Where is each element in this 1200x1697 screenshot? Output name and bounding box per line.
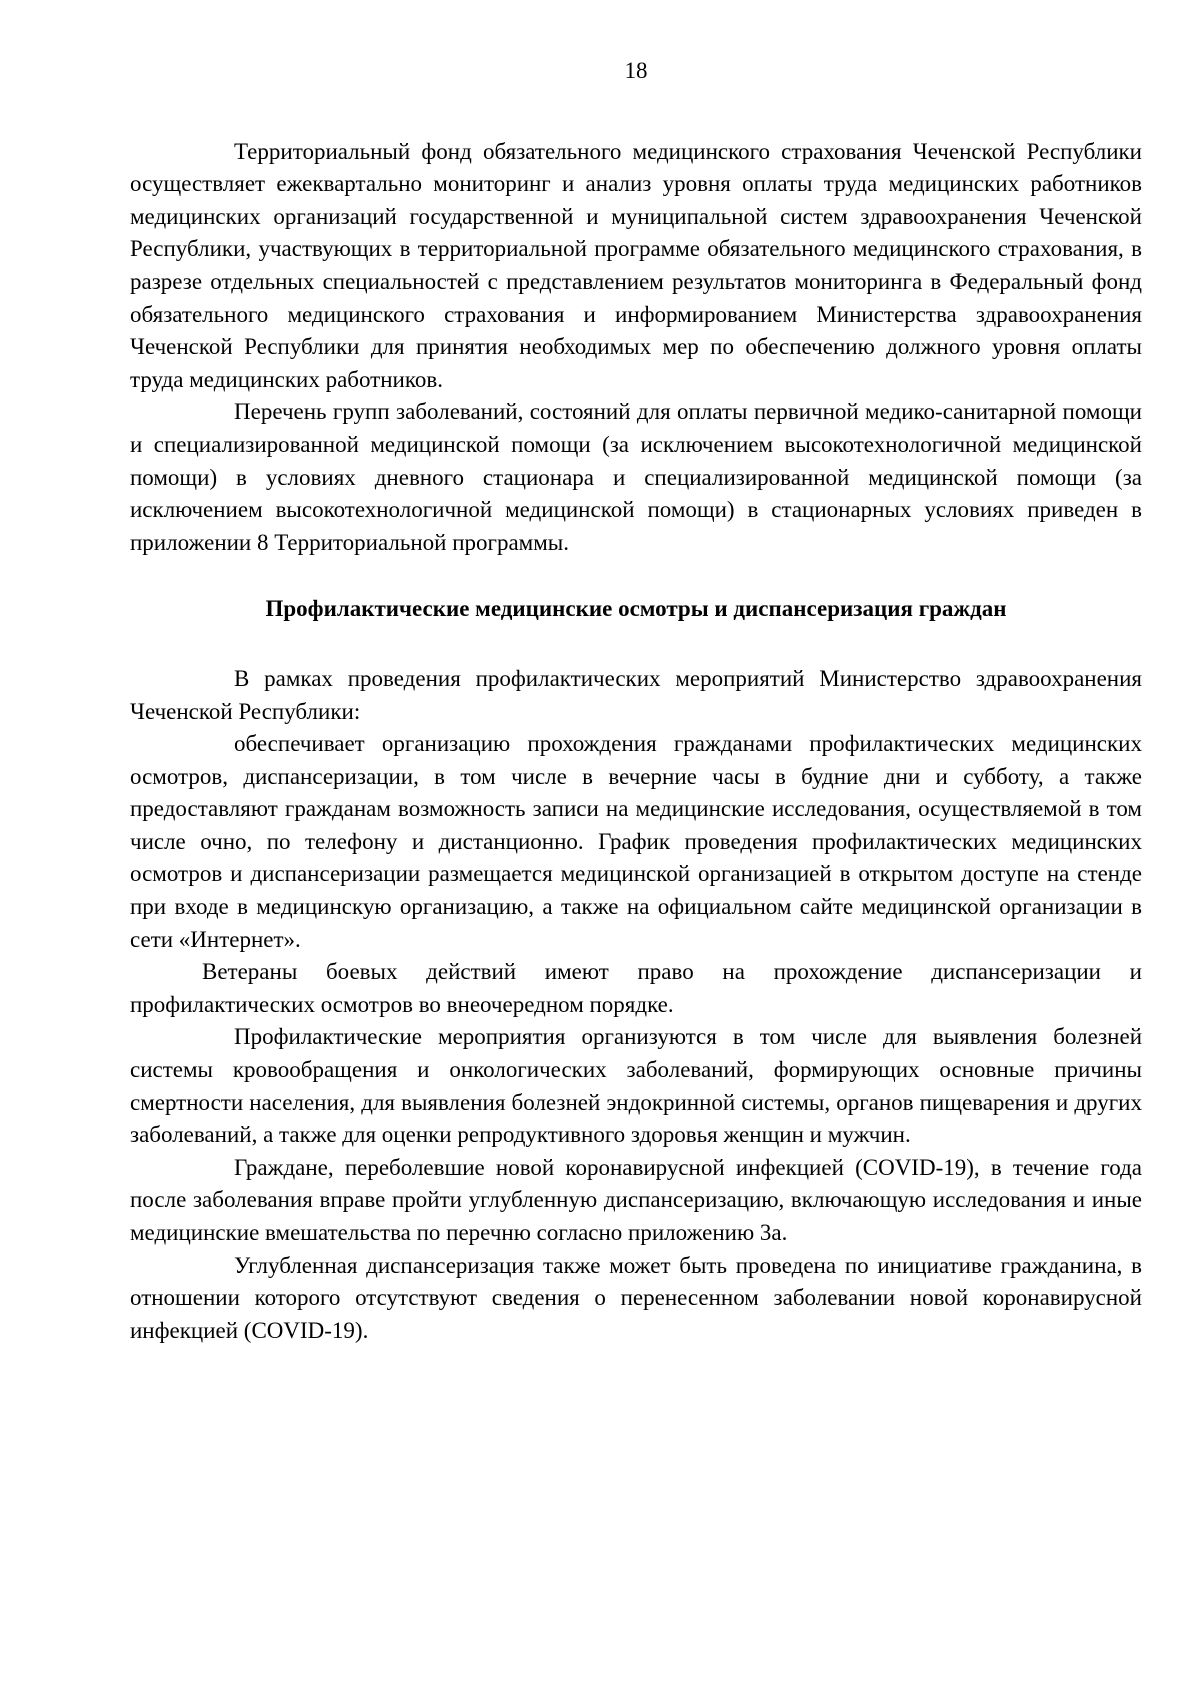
- paragraph-territorial-fund-monitoring: Территориальный фонд обязательного медицинского страхования Чеченской Республики осуществляет ежеквартально мониторинг и анализ уровня оплаты труда медицинских работников медицинских организаций государственной и муниципальной систем здравоохранения Чеченской Республики, участвующих в территориальной программе обязательного медицинского страхования, в разрезе отдельных специальностей с представлением результатов мониторинга в Федеральный фонд обязательного медицинского страхования и информированием Министерства здравоохранения Чеченской Республики для принятия необходимых мер по обеспечению должного уровня оплаты труда медицинских работников.: [130, 138, 1142, 392]
- paragraph-disease-groups-list: Перечень групп заболеваний, состояний для оплаты первичной медико-санитарной помощи и специализированной медицинской помощи (за исключением высокотехнологичной медицинской помощи) в условиях дневного стационара и специализированной медицинской помощи (за исключением высокотехнологичной медицинской помощи) в стационарных условиях приведен в приложении 8 Территориальной программы.: [130, 399, 1142, 555]
- paragraph-indepth-dispensary-initiative: Углубленная диспансеризация также может быть проведена по инициативе гражданина, в отношении которого отсутствуют сведения о перенесенном заболевании новой коронавирусной инфекцией (COVID-19).: [130, 1252, 1142, 1343]
- section-heading-preventive-exams: Профилактические медицинские осмотры и диспансеризация граждан: [265, 596, 1007, 622]
- paragraph-ministry-framework: В рамках проведения профилактических мероприятий Министерство здравоохранения Чеченской Республики:: [130, 665, 1142, 724]
- page-number: 18: [624, 58, 648, 83]
- paragraph-exam-organization: обеспечивает организацию прохождения гражданами профилактических медицинских осмотров, диспансеризации, в том числе в вечерние часы в будние дни и субботу, а также предоставляют гражданам возможность записи на медицинские исследования, осуществляемой в том числе очно, по телефону и дистанционно. График проведения профилактических медицинских осмотров и диспансеризации размещается медицинской организацией в открытом доступе на стенде при входе в медицинскую организацию, а также на официальном сайте медицинской организации в сети «Интернет».: [130, 731, 1142, 952]
- paragraph-disease-detection-goals: Профилактические мероприятия организуются в том числе для выявления болезней системы кровообращения и онкологических заболеваний, формирующих основные причины смертности населения, для выявления болезней эндокринной системы, органов пищеварения и других заболеваний, а также для оценки репродуктивного здоровья женщин и мужчин.: [130, 1024, 1142, 1148]
- paragraph-covid-recovered-dispensary: Граждане, переболевшие новой коронавирусной инфекцией (COVID-19), в течение года после заболевания вправе пройти углубленную диспансеризацию, включающую исследования и иные медицинские вмешательства по перечню согласно приложению 3а.: [130, 1154, 1142, 1245]
- paragraph-veterans-priority: Ветераны боевых действий имеют право на прохождение диспансеризации и профилактических осмотров во внеочередном порядке.: [130, 959, 1142, 1017]
